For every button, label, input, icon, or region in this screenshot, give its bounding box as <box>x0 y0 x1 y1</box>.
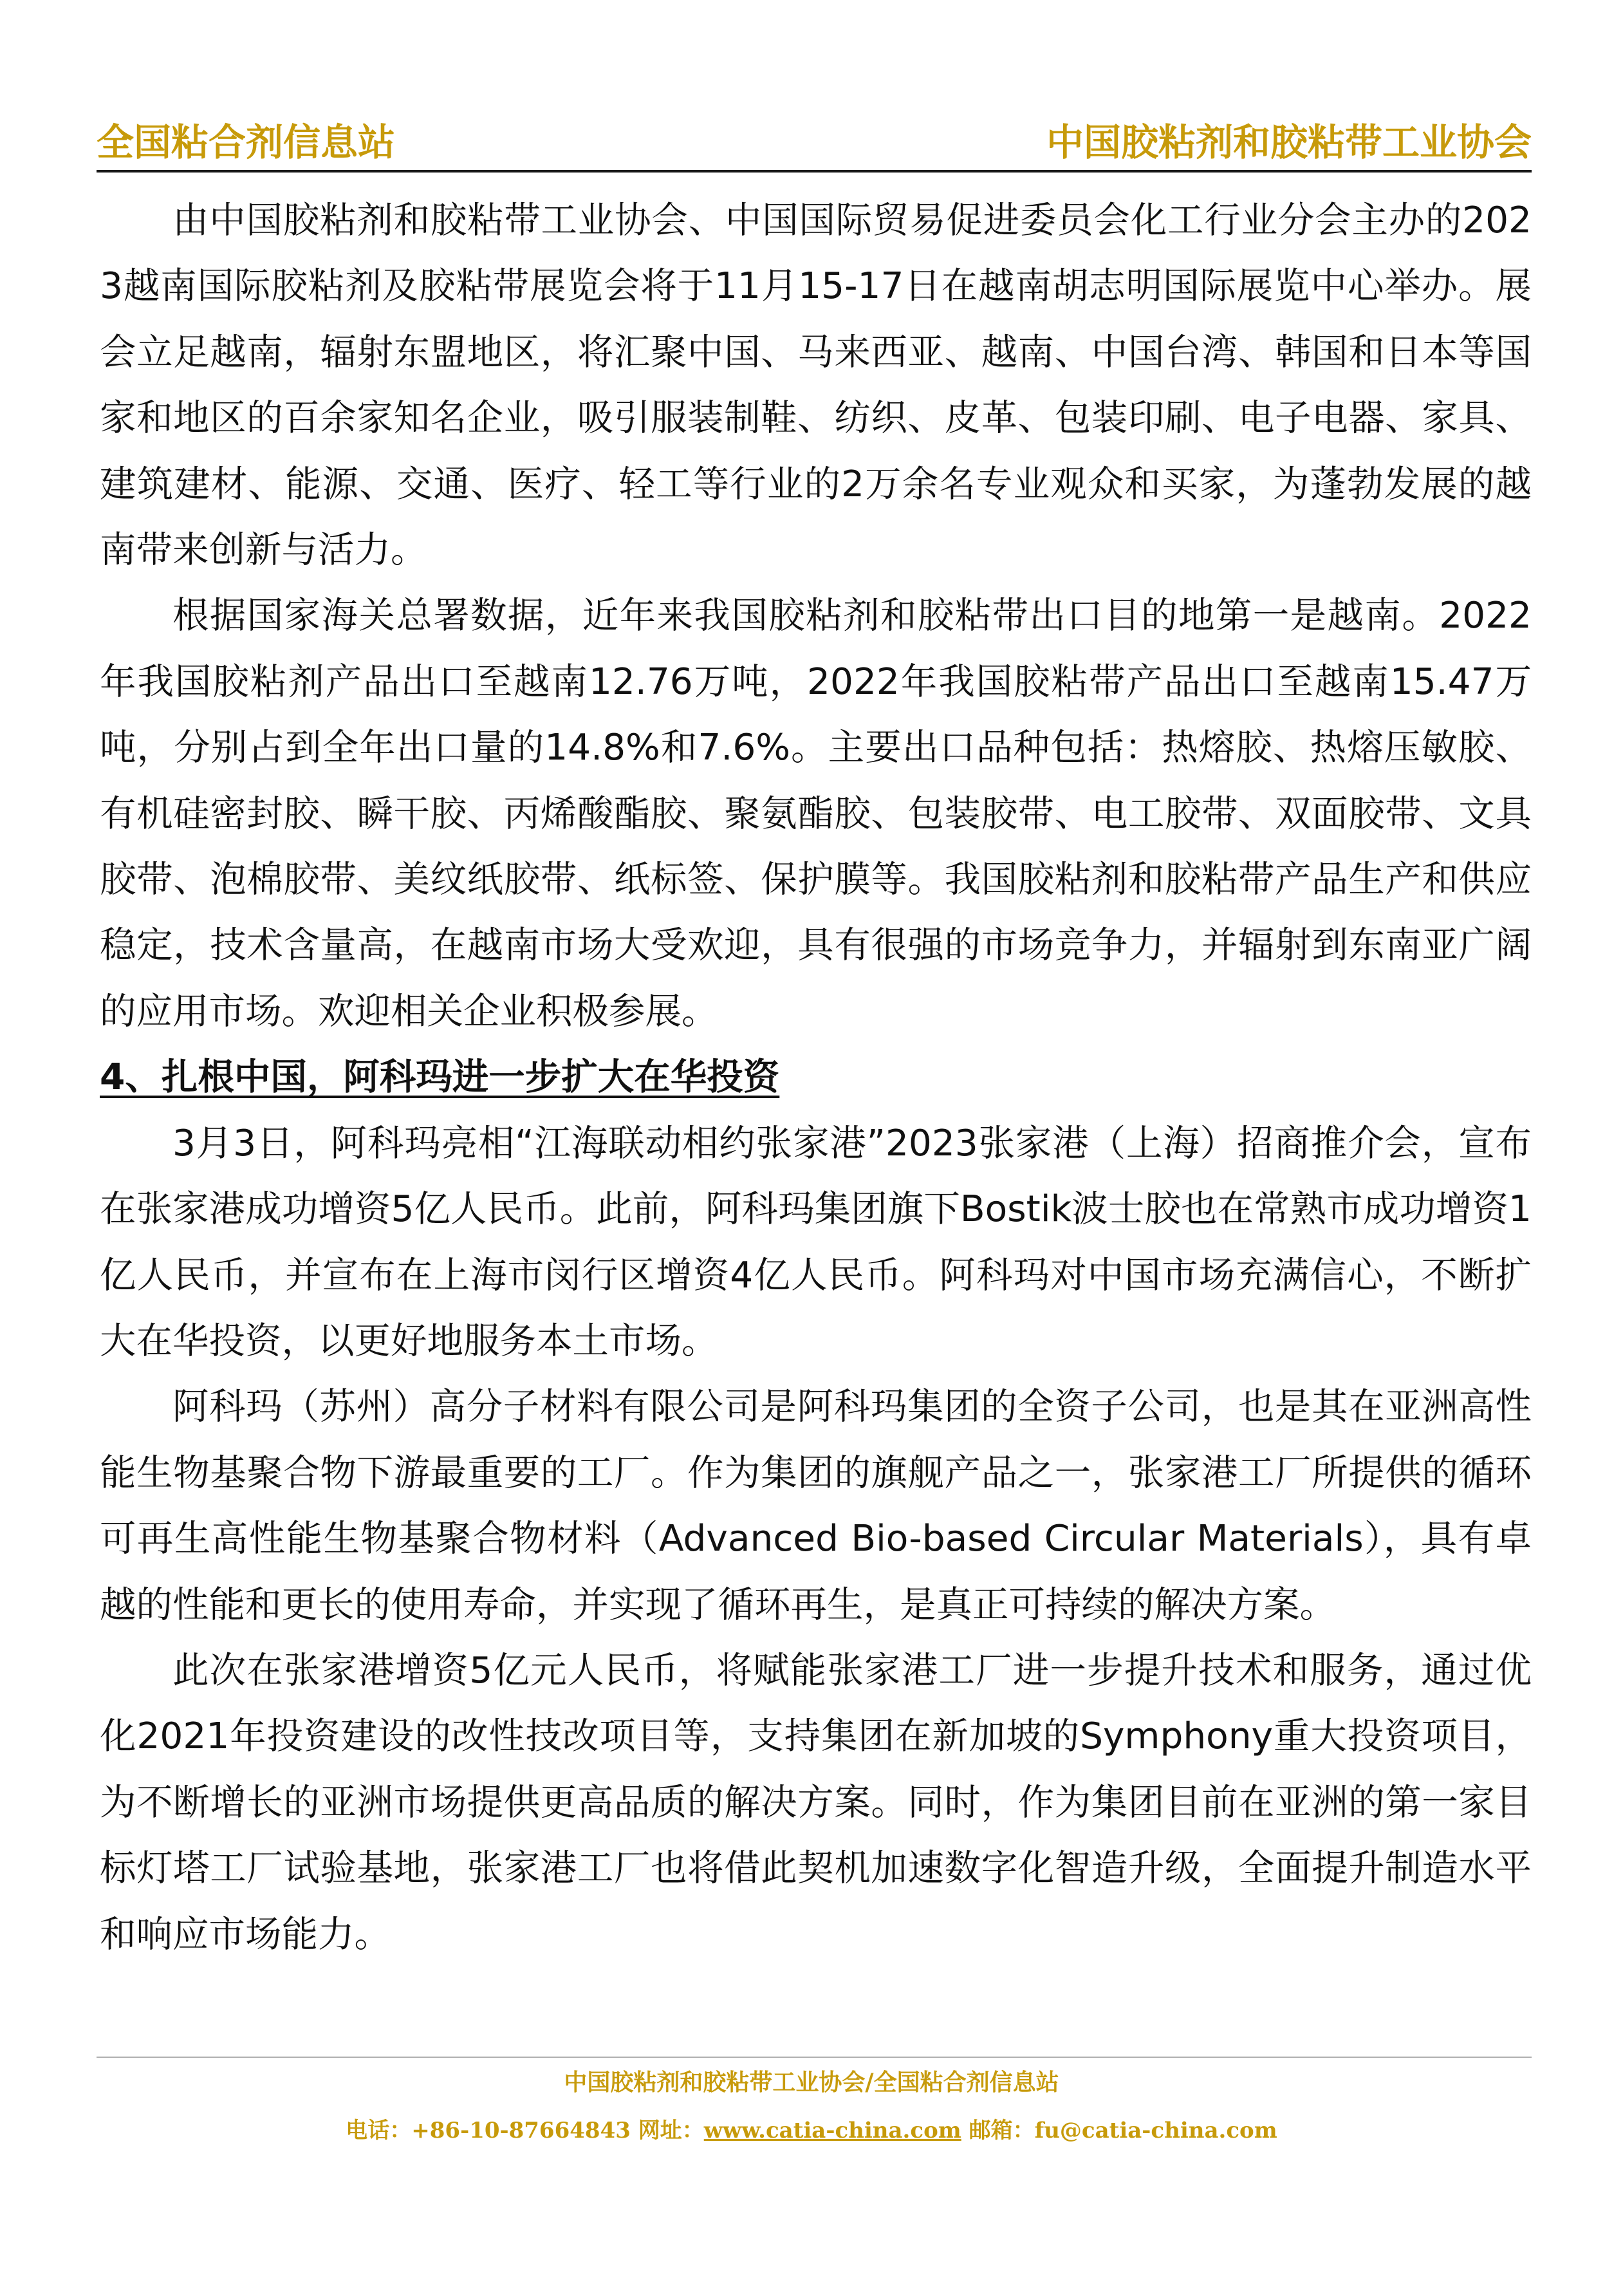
footer-phone-label: 电话： <box>346 2118 412 2143</box>
footer-email: fu@catia-china.com <box>1034 2118 1277 2143</box>
paragraph-export-data: 根据国家海关总署数据，近年来我国胶粘剂和胶粘带出口目的地第一是越南。2022年我国胶粘剂产品出口至越南12.76万吨，2022年我国胶粘带产品出口至越南15.47万吨，分别占到全年出口量的14.8%和7.6%。主要出口品种包括：热熔胶、热熔压敏胶、有机硅密封胶、瞬干胶、丙烯酸酯胶、聚氨酯胶、包装胶带、电工胶带、双面胶带、文具胶带、泡棉胶带、美纹纸胶带、纸标签、保护膜等。我国胶粘剂和胶粘带产品生产和供应稳定，技术含量高，在越南市场大受欢迎，具有很强的市场竞争力，并辐射到东南亚广阔的应用市场。欢迎相关企业积极参展。 <box>100 595 1532 1032</box>
footer-organization: 中国胶粘剂和胶粘带工业协会/全国粘合剂信息站 <box>564 2069 1059 2096</box>
paragraph-arkema-investment: 3月3日，阿科玛亮相“江海联动相约张家港”2023张家港（上海）招商推介会，宣布在张家港成功增资5亿人民币。此前，阿科玛集团旗下Bostik波士胶也在常熟市成功增资1亿人民币，并宣布在上海市闵行区增资4亿人民币。阿科玛对中国市场充满信心，不断扩大在华投资，以更好地服务本土市场。 <box>100 1122 1532 1362</box>
footer-web-label: 网址： <box>638 2118 704 2143</box>
footer-website-link[interactable]: www.catia-china.com <box>703 2118 961 2143</box>
page-header <box>97 108 1532 173</box>
article-body <box>100 188 1532 1968</box>
footer-contact <box>0 2114 1623 2147</box>
footer-email-label: 邮箱： <box>969 2118 1035 2143</box>
paragraph-expo-announcement: 由中国胶粘剂和胶粘带工业协会、中国国际贸易促进委员会化工行业分会主办的2023越南国际胶粘剂及胶粘带展览会将于11月15-17日在越南胡志明国际展览中心举办。展会立足越南，辐射东盟地区，将汇聚中国、马来西亚、越南、中国台湾、韩国和日本等国家和地区的百余家知名企业，吸引服装制鞋、纺织、皮革、包装印刷、电子电器、家具、建筑建材、能源、交通、医疗、轻工等行业的2万余名专业观众和买家，为蓬勃发展的越南带来创新与活力。 <box>100 200 1532 572</box>
paragraph-zhangjiagang-plant: 此次在张家港增资5亿元人民币，将赋能张家港工厂进一步提升技术和服务，通过优化2021年投资建设的改性技改项目等，支持集团在新加坡的Symphony重大投资项目，为不断增长的亚洲市场提供更高品质的解决方案。同时，作为集团目前在亚洲的第一家目标灯塔工厂试验基地，张家港工厂也将借此契机加速数字化智造升级，全面提升制造水平和响应市场能力。 <box>100 1649 1532 1955</box>
section-heading-arkema: 4、扎根中国，阿科玛进一步扩大在华投资 <box>100 1056 780 1099</box>
footer-divider <box>97 2057 1532 2058</box>
header-association-name: 中国胶粘剂和胶粘带工业协会 <box>1046 120 1532 164</box>
header-site-name: 全国粘合剂信息站 <box>97 120 396 164</box>
footer-phone: +86-10-87664843 <box>411 2118 631 2143</box>
paragraph-arkema-suzhou: 阿科玛（苏州）高分子材料有限公司是阿科玛集团的全资子公司，也是其在亚洲高性能生物基聚合物下游最重要的工厂。作为集团的旗舰产品之一，张家港工厂所提供的循环可再生高性能生物基聚合物材料（Advanced Bio-based Circular Materials），具有卓越的性能和更长的使用寿命，并实现了循环再生，是真正可持续的解决方案。 <box>100 1386 1532 1626</box>
